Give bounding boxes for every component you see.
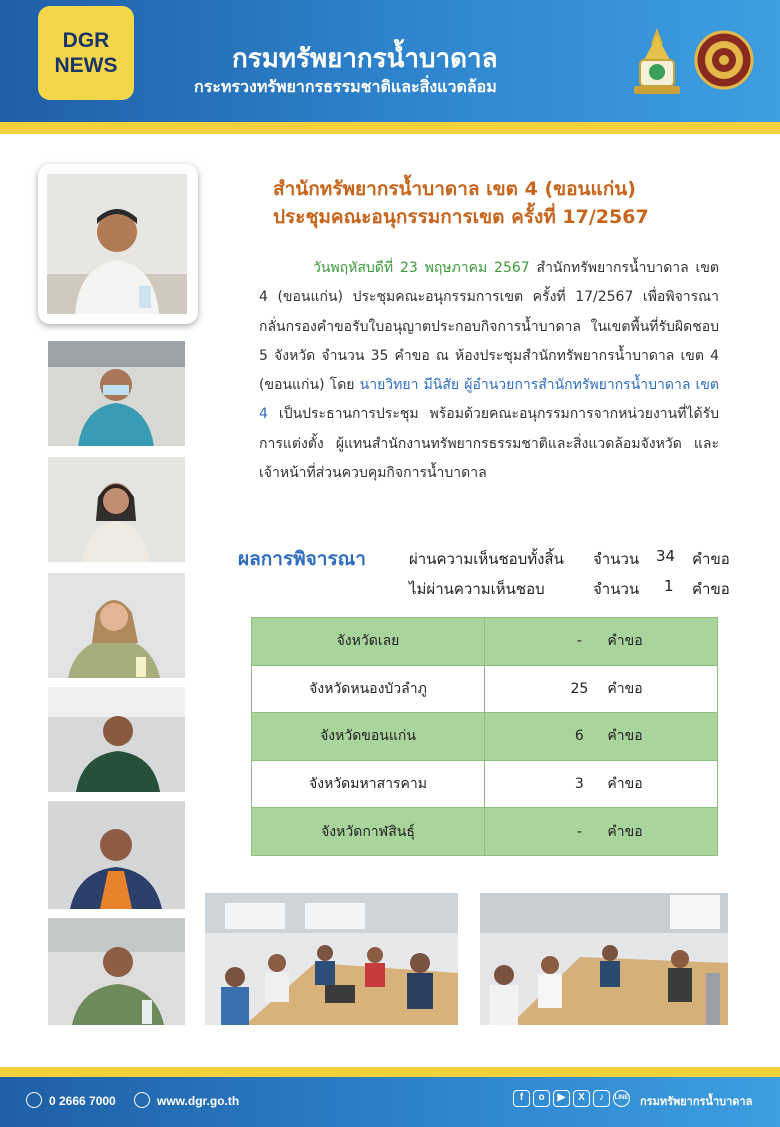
province-unit: คำขอ xyxy=(607,776,643,793)
header-banner xyxy=(0,0,780,128)
result-approved-count-label: จำนวน xyxy=(593,550,640,568)
footer-bar xyxy=(0,1077,780,1127)
province-count: - xyxy=(576,633,582,650)
article-title-line2: ประชุมคณะอนุกรรมการเขต ครั้งที่ 17/2567 xyxy=(273,206,649,228)
province-count-cell xyxy=(485,713,718,761)
youtube-icon[interactable]: ▶ xyxy=(553,1090,570,1107)
province-count-cell xyxy=(485,618,718,666)
result-rejected-unit: คำขอ xyxy=(692,580,730,598)
attendee-photo-3 xyxy=(48,573,185,678)
meeting-photo-1 xyxy=(205,893,458,1025)
province-count-cell xyxy=(485,665,718,713)
table-row xyxy=(252,808,718,856)
result-approved-text: ผ่านความเห็นชอบทั้งสิ้น xyxy=(409,550,564,568)
result-approved-unit: คำขอ xyxy=(692,550,730,568)
main-photo-frame xyxy=(38,164,198,324)
attendee-photo-1 xyxy=(48,341,185,446)
result-approved-count: 34 xyxy=(656,547,676,565)
instagram-icon[interactable]: o xyxy=(533,1090,550,1107)
footer-social-name: กรมทรัพยากรน้ำบาดาล xyxy=(640,1095,753,1108)
article-date: วันพฤหัสบดีที่ 23 พฤษภาคม 2567 xyxy=(313,260,530,276)
result-rejected-count: 1 xyxy=(664,577,674,595)
attendee-photo-6 xyxy=(48,918,185,1025)
province-count: 3 xyxy=(574,776,584,793)
facebook-icon[interactable]: f xyxy=(513,1090,530,1107)
province-count: - xyxy=(576,823,582,840)
result-rejected-text: ไม่ผ่านความเห็นชอบ xyxy=(409,580,545,598)
phone-icon xyxy=(26,1092,42,1108)
meeting-photo-2 xyxy=(480,893,728,1025)
dgr-seal-icon xyxy=(694,30,754,90)
province-name: จังหวัดกาฬสินธุ์ xyxy=(252,808,485,856)
province-table xyxy=(251,617,718,856)
footer-phone[interactable]: 0 2666 7000 xyxy=(49,1094,116,1108)
chairman-photo xyxy=(47,174,187,314)
attendee-photo-4 xyxy=(48,687,185,792)
province-count-cell xyxy=(485,808,718,856)
header-subtitle: กระทรวงทรัพยากรธรรมชาติและสิ่งแวดล้อม xyxy=(194,77,497,96)
line-icon[interactable]: LINE xyxy=(613,1090,630,1107)
header-accent-stripe xyxy=(0,122,780,134)
province-unit: คำขอ xyxy=(607,680,643,697)
article-body-part1: สำนักทรัพยากรน้ำบาดาล เขต 4 (ขอนแก่น) ประชุมคณะอนุกรรมการเขต ครั้งที่ 17/2567 เพื่อพิจารณากลั่นกรองคำขอรับใบอนุญาตประกอบกิจการน้ำบาดาล ในเขตพื้นที่รับผิดชอบ 5 จังหวัด จำนวน 35 คำขอ ณ ห้องประชุมสำนักทรัพยากรน้ำบาดาล เขต 4 (ขอนแก่น) โดย xyxy=(259,260,719,394)
province-count-cell xyxy=(485,760,718,808)
province-unit: คำขอ xyxy=(607,633,643,650)
article-title-line1: สำนักทรัพยากรน้ำบาดาล เขต 4 (ขอนแก่น) xyxy=(273,178,636,200)
province-unit: คำขอ xyxy=(607,728,643,745)
attendee-photo-5 xyxy=(48,801,185,909)
tiktok-icon[interactable]: ♪ xyxy=(593,1090,610,1107)
table-row xyxy=(252,713,718,761)
table-row xyxy=(252,618,718,666)
province-name: จังหวัดเลย xyxy=(252,618,485,666)
dgr-news-badge xyxy=(38,6,134,100)
table-row xyxy=(252,665,718,713)
result-rejected-count-label: จำนวน xyxy=(593,580,640,598)
province-unit: คำขอ xyxy=(607,823,643,840)
ministry-emblem-icon xyxy=(628,26,686,98)
footer-website[interactable]: www.dgr.go.th xyxy=(157,1094,240,1108)
province-count: 25 xyxy=(570,680,589,697)
table-row xyxy=(252,760,718,808)
x-icon[interactable]: X xyxy=(573,1090,590,1107)
province-count: 6 xyxy=(574,728,584,745)
attendee-photo-2 xyxy=(48,457,185,562)
article-body-part2: เป็นประธานการประชุม พร้อมด้วยคณะอนุกรรมการจากหน่วยงานที่ได้รับการแต่งตั้ง ผู้แทนสำนักงานทรัพยากรธรรมชาติและสิ่งแวดล้อมจังหวัด และเจ้าหน้าที่ส่วนควบคุมกิจการน้ำบาดาล xyxy=(259,406,719,482)
header-title: กรมทรัพยากรน้ำบาดาล xyxy=(232,44,498,74)
article-chair: นายวิทยา มีนิสัย ผู้อำนวยการสำนักทรัพยากรน้ำบาดาล เขต 4 xyxy=(259,377,719,423)
badge-line1: DGR xyxy=(62,29,110,52)
footer-accent-stripe xyxy=(0,1067,780,1077)
badge-line2: NEWS xyxy=(54,54,118,77)
province-name: จังหวัดขอนแก่น xyxy=(252,713,485,761)
globe-icon xyxy=(134,1092,150,1108)
article-body xyxy=(259,254,719,488)
province-name: จังหวัดหนองบัวลำภู xyxy=(252,665,485,713)
province-name: จังหวัดมหาสารคาม xyxy=(252,760,485,808)
results-label: ผลการพิจารณา xyxy=(238,548,366,570)
